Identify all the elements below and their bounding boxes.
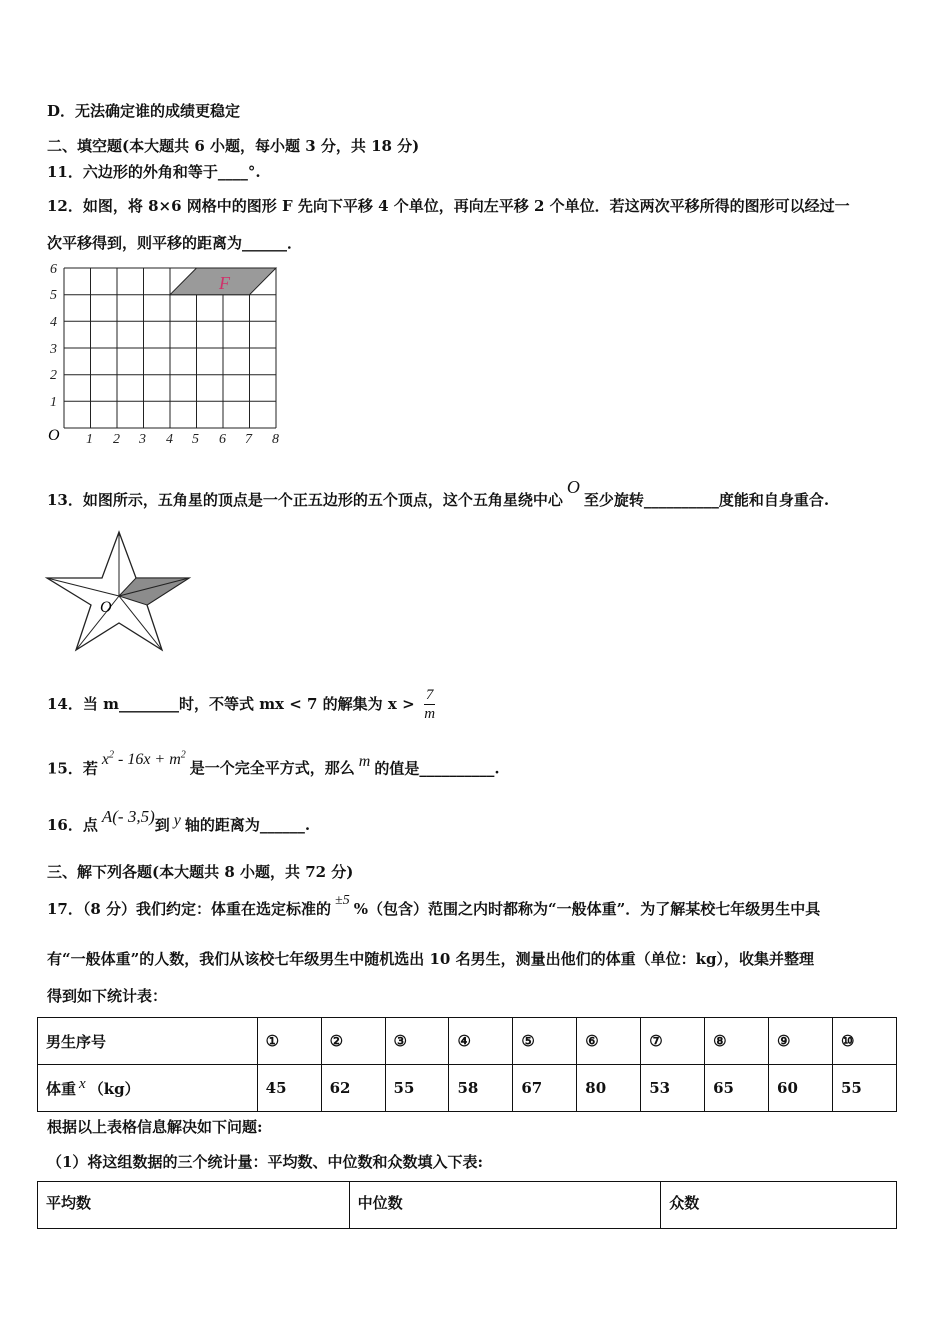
x-tick: 4 bbox=[166, 432, 173, 447]
q13-pre: 13．如图所示，五角星的顶点是一个正五边形的五个顶点，这个五角星绕中心 bbox=[47, 491, 563, 509]
y-tick: 3 bbox=[50, 342, 57, 357]
table-cell: ② bbox=[321, 1018, 385, 1065]
star-center-label: O bbox=[100, 599, 112, 616]
q17-part1: （1）将这组数据的三个统计量：平均数、中位数和众数填入下表: bbox=[47, 1153, 483, 1171]
x-tick: 5 bbox=[192, 432, 199, 447]
q12-line1: 12．如图，将 8×6 网格中的图形 F 先向下平移 4 个单位，再向左平移 2 个单位．若这两次平移所得的图形可以经过一 bbox=[47, 197, 850, 215]
q15-mid: 是一个完全平方式，那么 bbox=[189, 759, 355, 778]
stats-table bbox=[37, 1181, 897, 1229]
q14-text bbox=[47, 685, 435, 723]
table-cell: 55 bbox=[385, 1065, 449, 1112]
table-cell: ① bbox=[257, 1018, 321, 1065]
table-cell: ⑧ bbox=[705, 1018, 769, 1065]
table-cell: 55 bbox=[832, 1065, 896, 1112]
q15-text bbox=[47, 750, 500, 779]
y-tick: 2 bbox=[50, 368, 57, 383]
table-row bbox=[38, 1018, 897, 1065]
q17-line1-post: %（包含）范围之内时都称为“一般体重”．为了解某校七年级男生中具 bbox=[353, 900, 821, 918]
table-cell: 62 bbox=[321, 1065, 385, 1112]
table-cell: ③ bbox=[385, 1018, 449, 1065]
table-row bbox=[38, 1065, 897, 1112]
x-tick: 1 bbox=[86, 432, 93, 447]
median-cell: 中位数 bbox=[349, 1182, 661, 1229]
mean-cell: 平均数 bbox=[38, 1182, 350, 1229]
y-tick: 1 bbox=[50, 395, 57, 410]
star-figure bbox=[44, 530, 194, 655]
table-cell: ④ bbox=[449, 1018, 513, 1065]
mode-cell: 众数 bbox=[661, 1182, 897, 1229]
q17-pm: ±5 bbox=[335, 893, 350, 908]
weights-table bbox=[37, 1017, 897, 1112]
q13-center: O bbox=[566, 477, 580, 497]
x-tick: 7 bbox=[245, 432, 252, 447]
q14-pre: 14．当 m________时，不等式 mx < 7 的解集为 x > bbox=[47, 695, 415, 713]
table-cell: 45 bbox=[257, 1065, 321, 1112]
q17-line1 bbox=[47, 893, 821, 921]
q17-line1-pre: 17．（8 分）我们约定：体重在选定标准的 bbox=[47, 900, 332, 918]
x-tick: 3 bbox=[139, 432, 146, 447]
q14-frac-num: 7 bbox=[425, 686, 434, 703]
q16-post: 轴的距离为______. bbox=[184, 816, 311, 834]
table-row bbox=[38, 1182, 897, 1229]
shape-f-label: F bbox=[219, 273, 230, 293]
table-cell: 80 bbox=[577, 1065, 641, 1112]
x-tick: 2 bbox=[113, 432, 120, 447]
table-cell: 67 bbox=[513, 1065, 577, 1112]
table-cell: ⑥ bbox=[577, 1018, 641, 1065]
q13-post: 至少旋转__________度能和自身重合. bbox=[583, 491, 830, 509]
q14-fraction bbox=[424, 686, 436, 723]
q15-sup2: 2 bbox=[180, 750, 186, 761]
q16-mid: 到 bbox=[154, 816, 170, 834]
x-tick: 8 bbox=[272, 432, 279, 447]
q16-var: y bbox=[173, 812, 181, 829]
q11-text: 11．六边形的外角和等于____°. bbox=[47, 163, 261, 181]
row2-header-post: （kg） bbox=[88, 1079, 140, 1098]
row2-header-var: x bbox=[79, 1075, 86, 1092]
row1-header: 男生序号 bbox=[38, 1018, 258, 1065]
q15-post: 的值是__________. bbox=[374, 759, 500, 778]
origin-label: O bbox=[48, 427, 60, 444]
q14-frac-den: m bbox=[424, 705, 436, 722]
q16-text bbox=[47, 807, 311, 836]
q15-expr: x bbox=[101, 751, 109, 769]
q15-sup: 2 bbox=[108, 750, 114, 761]
row2-header bbox=[38, 1065, 258, 1112]
q17-after: 根据以上表格信息解决如下问题: bbox=[47, 1118, 263, 1136]
q17-line2: 有“一般体重”的人数，我们从该校七年级男生中随机选出 10 名男生，测量出他们的体重（单位：kg），收集并整理 bbox=[47, 950, 814, 968]
section3-title: 三、解下列各题(本大题共 8 小题，共 72 分) bbox=[47, 863, 354, 881]
q10-option-d: D．无法确定谁的成绩更稳定 bbox=[47, 102, 241, 120]
table-cell: ⑨ bbox=[769, 1018, 833, 1065]
table-cell: 65 bbox=[705, 1065, 769, 1112]
y-tick: 6 bbox=[50, 262, 57, 277]
q16-point: A(- 3,5) bbox=[101, 807, 155, 826]
table-cell: ⑤ bbox=[513, 1018, 577, 1065]
row2-header-pre: 体重 bbox=[46, 1079, 77, 1098]
grid-figure bbox=[38, 258, 288, 450]
q16-pre: 16．点 bbox=[47, 816, 98, 834]
table-cell: ⑦ bbox=[641, 1018, 705, 1065]
q15-var: m bbox=[358, 753, 371, 771]
q17-line3: 得到如下统计表： bbox=[47, 987, 168, 1005]
x-tick: 6 bbox=[219, 432, 226, 447]
q12-line2: 次平移得到，则平移的距离为______． bbox=[47, 234, 303, 252]
y-tick: 4 bbox=[50, 315, 57, 330]
q13-text bbox=[47, 477, 830, 510]
q15-expr-mid: - 16x + m bbox=[113, 751, 181, 769]
table-cell: ⑩ bbox=[832, 1018, 896, 1065]
table-cell: 58 bbox=[449, 1065, 513, 1112]
table-cell: 60 bbox=[769, 1065, 833, 1112]
section2-title: 二、填空题(本大题共 6 小题，每小题 3 分，共 18 分) bbox=[47, 137, 420, 155]
table-cell: 53 bbox=[641, 1065, 705, 1112]
q15-pre: 15．若 bbox=[47, 759, 98, 778]
y-tick: 5 bbox=[50, 288, 57, 303]
